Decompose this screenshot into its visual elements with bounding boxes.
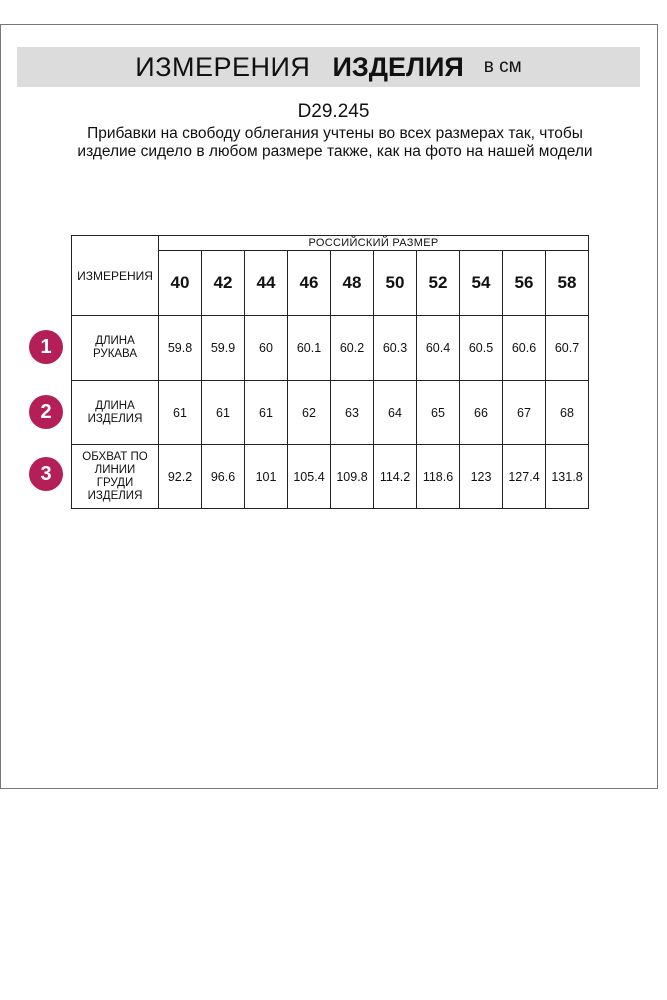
value-cell: 123 [460, 445, 503, 509]
measurements-table [71, 235, 589, 509]
row-label-line: ДЛИНА [95, 399, 135, 412]
table-row [72, 445, 589, 509]
value-cell: 109.8 [331, 445, 374, 509]
value-cell: 60.3 [374, 316, 417, 381]
value-cell: 61 [159, 381, 202, 445]
value-cell: 61 [202, 381, 245, 445]
size-header: 44 [245, 251, 288, 316]
row-badge-2: 2 [29, 395, 63, 429]
size-header: 50 [374, 251, 417, 316]
row-badge-3: 3 [29, 457, 63, 491]
value-cell: 105.4 [288, 445, 331, 509]
value-cell: 59.9 [202, 316, 245, 381]
row-label [72, 381, 159, 445]
value-cell: 127.4 [503, 445, 546, 509]
size-header: 48 [331, 251, 374, 316]
value-cell: 63 [331, 381, 374, 445]
value-cell: 114.2 [374, 445, 417, 509]
value-cell: 92.2 [159, 445, 202, 509]
row-badge-1: 1 [29, 330, 63, 364]
value-cell: 118.6 [417, 445, 460, 509]
size-header: 46 [288, 251, 331, 316]
row-label-line: ЛИНИИ [94, 463, 136, 476]
value-cell: 66 [460, 381, 503, 445]
size-header: 54 [460, 251, 503, 316]
row-label [72, 445, 159, 509]
size-header: 52 [417, 251, 460, 316]
fit-note: Прибавки на свободу облегания учтены во всех размерах так, чтобы изделие сидело в любом размере также, как на фото на нашей модели [77, 125, 593, 160]
row-label-line: ИЗДЕЛИЯ [87, 489, 143, 502]
size-header: 58 [546, 251, 589, 316]
value-cell: 60.5 [460, 316, 503, 381]
table-row [72, 316, 589, 381]
value-cell: 68 [546, 381, 589, 445]
value-cell: 67 [503, 381, 546, 445]
row-label-line: ИЗДЕЛИЯ [87, 412, 143, 425]
value-cell: 60.2 [331, 316, 374, 381]
value-cell: 101 [245, 445, 288, 509]
row-label-line: РУКАВА [92, 348, 138, 360]
title-bar [17, 47, 640, 87]
value-cell: 61 [245, 381, 288, 445]
value-cell: 131.8 [546, 445, 589, 509]
product-code: D29.245 [297, 101, 370, 122]
size-group-header: РОССИЙСКИЙ РАЗМЕР [159, 236, 589, 251]
row-label-line: ГРУДИ [96, 476, 134, 489]
measure-header: ИЗМЕРЕНИЯ [72, 236, 159, 316]
size-header: 42 [202, 251, 245, 316]
size-header: 40 [159, 251, 202, 316]
value-cell: 60.6 [503, 316, 546, 381]
value-cell: 65 [417, 381, 460, 445]
value-cell: 60.1 [288, 316, 331, 381]
value-cell: 59.8 [159, 316, 202, 381]
row-label-line: ОБХВАТ ПО [82, 450, 148, 463]
row-label [72, 316, 159, 381]
value-cell: 96.6 [202, 445, 245, 509]
title-part2: ИЗДЕЛИЯ [332, 51, 464, 82]
table-row [72, 381, 589, 445]
title-unit: в см [483, 56, 522, 77]
row-label-line: ДЛИНА [95, 335, 135, 347]
value-cell: 60.7 [546, 316, 589, 381]
value-cell: 60 [245, 316, 288, 381]
value-cell: 62 [288, 381, 331, 445]
value-cell: 60.4 [417, 316, 460, 381]
value-cell: 64 [374, 381, 417, 445]
size-header: 56 [503, 251, 546, 316]
title-part1: ИЗМЕРЕНИЯ [135, 51, 311, 82]
